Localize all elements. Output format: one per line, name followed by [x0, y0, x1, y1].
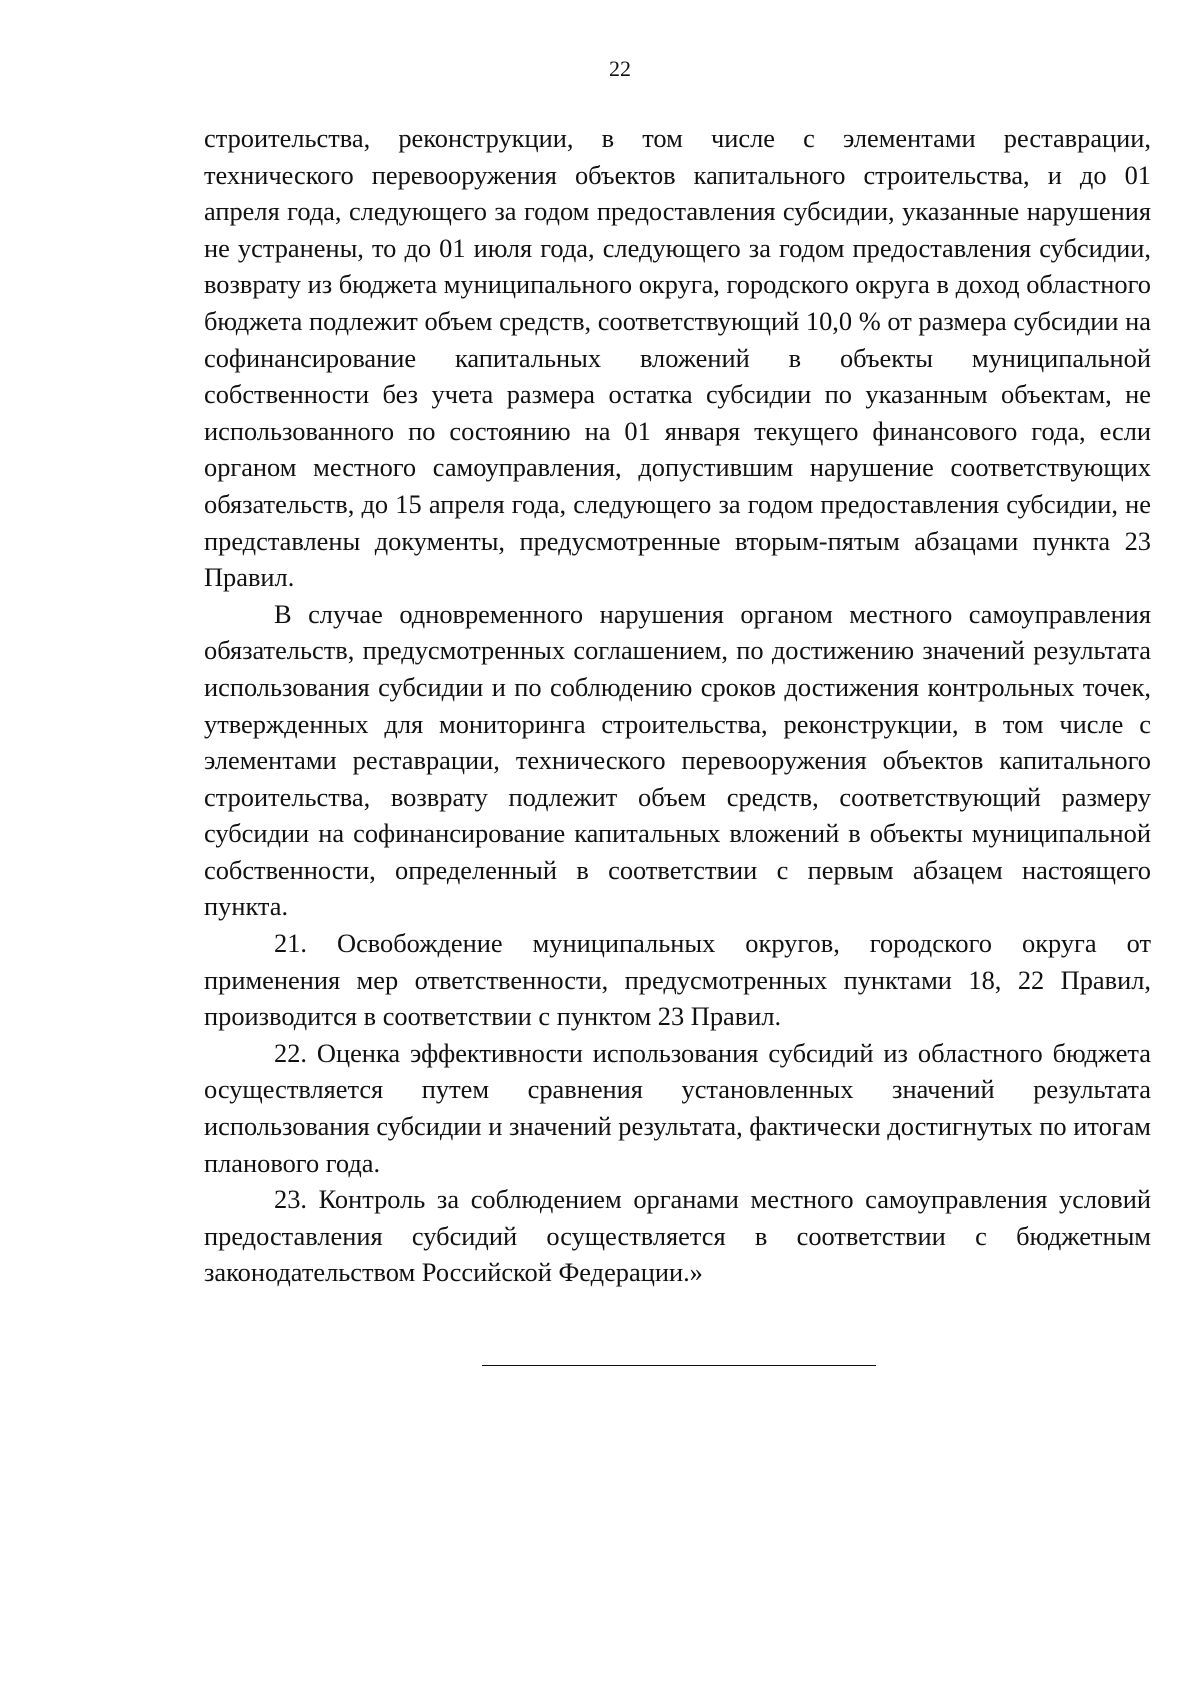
- paragraph-item-21: 21. Освобождение муниципальных округов, городского округа от применения мер ответственности, предусмотренных пунктами 18, 22 Правил, производится в соответствии с пунктом 23 Правил.: [204, 928, 1151, 1032]
- page-number: 22: [609, 56, 631, 81]
- paragraph-item-22: 22. Оценка эффективности использования субсидий из областного бюджета осуществляется путем сравнения установленных значений результата использования субсидии и значений результата, фактически достигнутых по итогам планового года.: [204, 1037, 1151, 1178]
- end-of-document-rule: [482, 1365, 876, 1366]
- paragraph-simultaneous-violation: В случае одновременного нарушения органом местного самоуправления обязательств, предусмотренных соглашением, по достижению значений результата использования субсидии и по соблюдению сроков достижения контрольных точек, утвержденных для мониторинга строительства, реконструкции, в том числе с элементами реставрации, технического перевооружения объектов капитального строительства, возврату подлежит объем средств, соответствующий размеру субсидии на софинансирование капитальных вложений в объекты муниципальной собственности, определенный в соответствии с первым абзацем настоящего пункта.: [204, 598, 1151, 922]
- paragraph-continuation: строительства, реконструкции, в том числе с элементами реставрации, технического перевооружения объектов капитального строительства, и до 01 апреля года, следующего за годом предоставления субсидии, указанные нарушения не устранены, то до 01 июля года, следующего за годом предоставления субсидии, возврату из бюджета муниципального округа, городского округа в доход областного бюджета подлежит объем средств, соответствующий 10,0 % от размера субсидии на софинансирование капитальных вложений в объекты муниципальной собственности без учета размера остатка субсидии по указанным объектам, не использованного по состоянию на 01 января текущего финансового года, если органом местного самоуправления, допустившим нарушение соответствующих обязательств, до 15 апреля года, следующего за годом предоставления субсидии, не представлены документы, предусмотренные вторым-пятым абзацами пункта 23 Правил.: [204, 123, 1151, 593]
- body-text: [204, 120, 1151, 1291]
- paragraph-item-23: 23. Контроль за соблюдением органами местного самоуправления условий предоставления субсидий осуществляется в соответствии с бюджетным законодательством Российской Федерации.»: [204, 1184, 1151, 1288]
